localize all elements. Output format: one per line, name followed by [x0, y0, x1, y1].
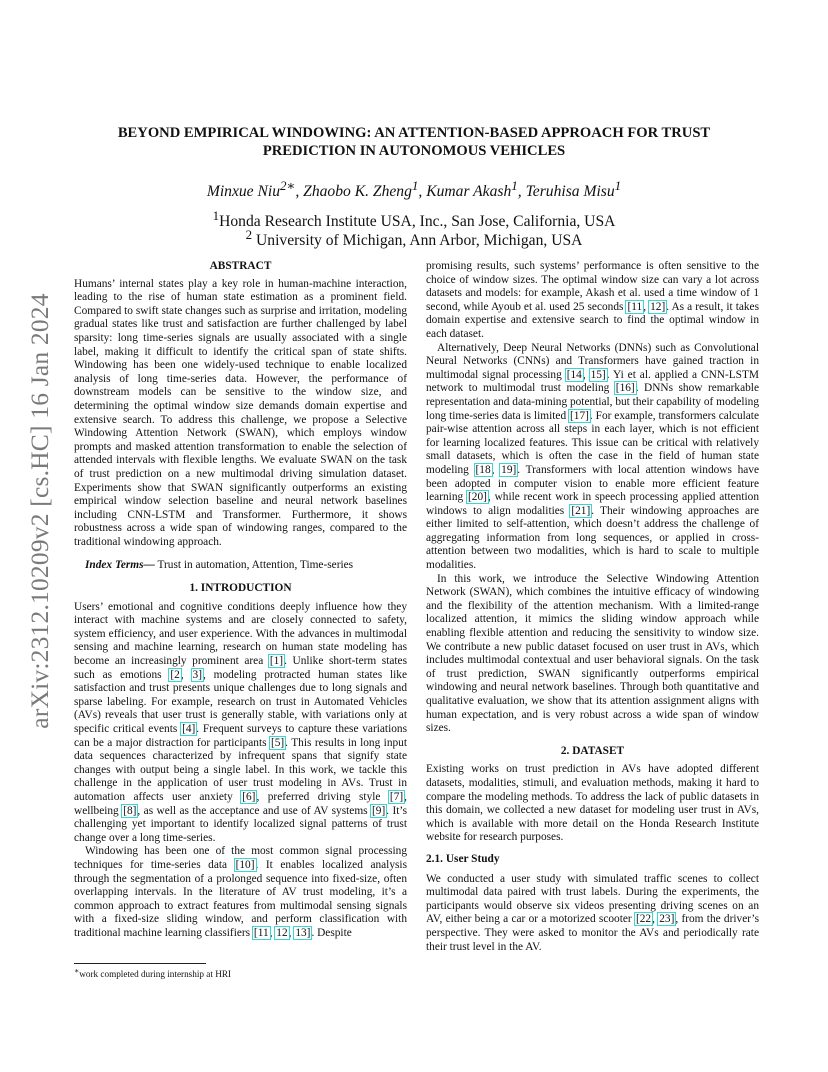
author-superscript: 1 [511, 178, 518, 193]
text-run: , [180, 668, 192, 681]
text-run: Alternatively, Deep Neural Networks (DNNs) such as Convolutional Neural Networks (CNNs) and Transformers have gained traction in multimodal signal processing [426, 341, 759, 381]
text-run: , as well as the acceptance and use of AV systems [137, 804, 371, 817]
right-paragraph-1 [426, 260, 759, 342]
citation-link[interactable]: [10] [235, 858, 255, 871]
text-run: . Their windowing approaches are either limited to self-attention, which doesn’t address the challenge of aggregating information from long sequences, or applied in cross-attention between two modalities, which is hard to scale to multiple modalities. [426, 504, 759, 572]
citation-link[interactable]: [7] [389, 790, 404, 803]
text-run: . For example, transformers calculate pair-wise attention across all steps in each layer, which is not efficient for learning localized features. This issue can be critical with relatively small datasets, which is often the case in the field of human state modeling [426, 409, 759, 476]
citation-link[interactable]: [21] [571, 504, 591, 517]
text-run: Users’ emotional and cognitive conditions deeply influence how they interact with machine systems and are closely connected to safety, system efficiency, and user experience. With the advances in multimodal sensing and machine learning, research on human state modeling has become an increasingly prominent area [74, 600, 407, 668]
citation-link[interactable]: 23] [659, 913, 675, 926]
right-paragraph-3: In this work, we introduce the Selective Windowing Attention Network (SWAN), which combines the intuitive efficacy of windowing and the flexibility of the attention mechanism. With a limited-range localized attention, it mimics the sliding window approach while enabling flexible attention and reducing the sensitivity to window size. We contribute a new public dataset focused on user trust in AVs, which includes multimodal contextual and user behavioral signals. On the task of trust prediction, SWAN significantly outperforms empirical windowing and neural network baselines. Through both quantitative and qualitative evaluation, we show that its attention assignment aligns with human expectation, and is very robust across a wide span of window sizes. [426, 572, 759, 735]
citation-link[interactable]: [16] [615, 382, 635, 395]
abstract-text: Humans’ internal states play a key role in human-machine interaction, leading to the rise of human state estimation as a prominent field. Compared to swift state changes such as surprise and irritation, modeling gradual states like trust and satisfaction are further challenged by label sparsity: long time-series signals are usually associated with a single label, making it difficult to identify the critical span of state shifts. Windowing has been one widely-used technique to enable localized analysis of long time-series data. However, the performance of downstream models can be sensitive to the window size, and determining the optimal window size demands domain expertise and extensive search. To address this challenge, we propose a Selective Windowing Attention Network (SWAN), which employs window prompts and masked attention transformation to enable the selection of attended intervals with flexible lengths. We evaluate SWAN on the task of trust prediction on a new multimodal driving simulation dataset. Experiments show that SWAN significantly outperforms an existing empirical window selection baseline and neural network baselines including CNN-LSTM and Transformer. Furthermore, it shows robustness across a wide span of windowing ranges, compared to the traditional windowing approach. [74, 277, 407, 548]
citation-link[interactable]: [5] [270, 736, 285, 749]
citation-link[interactable]: [1] [269, 655, 284, 668]
left-column [74, 260, 407, 941]
footnote-text: work completed during internship at HRI [79, 969, 232, 980]
text-run: . Unlike short-term states such as emotions [74, 655, 407, 681]
section-1-heading: 1. INTRODUCTION [189, 582, 292, 595]
citation-link[interactable]: [9] [372, 804, 386, 817]
citation-link[interactable]: [20] [468, 491, 487, 504]
citation-link[interactable]: [4] [182, 723, 196, 735]
index-terms [74, 559, 407, 573]
text-run: , [491, 463, 501, 476]
text-run: , [643, 300, 650, 313]
author-superscript: 1 [614, 178, 622, 193]
citation-link[interactable]: [14 [566, 368, 582, 381]
text-run: . Frequent surveys to capture these variations can be a major distraction for participants [74, 723, 407, 749]
affiliation-text: University of Michigan, Ann Arbor, Michigan, USA [252, 232, 583, 250]
citation-link[interactable]: [11 [253, 926, 269, 939]
subsection-2-1-heading: 2.1. User Study [426, 852, 500, 865]
text-run: promising results, such systems’ performance is often sensitive to the choice of window sizes. The optimal window size can vary a lot across datasets and models: for example, Akash et al. used a time window of 1 second, while Ayoub et al. used 25 seconds [426, 260, 759, 313]
title-line-2: PREDICTION IN AUTONOMOUS VEHICLES [262, 143, 566, 159]
text-run: . As a result, it takes domain expertise and extensive search to find the optimal window in each dataset. [426, 300, 760, 340]
author-name: Zhaobo K. Zheng [303, 183, 412, 201]
text-run: , [582, 368, 590, 381]
arxiv-identifier: arXiv:2312.10209v2 [cs.HC] 16 Jan 2024 [25, 293, 54, 729]
author-name: Teruhisa Misu [525, 183, 615, 201]
text-run: , from the driver’s perspective. They were asked to monitor the AVs and periodically rate their trust level in the AV. [426, 913, 760, 953]
citation-link[interactable]: [18 [475, 463, 491, 476]
text-run: . Transformers with local attention windows have been adopted in computer vision to enable more efficient feature learning [426, 463, 759, 504]
index-terms-text: Trust in automation, Attention, Time-series [154, 559, 354, 572]
right-paragraph-2 [426, 342, 759, 573]
author-name: Kumar Akash [426, 183, 512, 201]
citation-link[interactable]: [8] [123, 804, 137, 817]
text-run: We conducted a user study with simulated traffic scenes to collect multimodal data paired with trust labels. During the experiments, the participants would observe six videos presenting driving scenes on an AV, either being a car or a motorized scooter [426, 872, 759, 926]
text-run: . DNNs show remarkable representation and data-mining potential, but their capability of modeling long time-series data is limited [426, 382, 759, 422]
author-list: Minxue Niu$^{2∗}$, Zhaobo K. Zheng$^1$, Kumar Akash$^1$, Teruhisa Misu$^1$ [206, 178, 622, 201]
text-run: , [652, 913, 659, 926]
citation-link[interactable]: 12 [276, 926, 288, 939]
text-run: . It’s challenging yet important to identify localized signal patterns of trust change over a long time-series. [74, 804, 407, 844]
paper-title [74, 124, 754, 160]
text-run: , modeling protracted human states like satisfaction and trust presents unique challenges due to long signals and sparse labeling. For example, research on trust in Automated Vehicles (AVs) reveals that user trust is generally stable, with variations only at specific critical events [74, 668, 407, 735]
author-superscript: 2∗ [280, 178, 296, 193]
citation-link[interactable]: 3] [192, 668, 202, 681]
text-run: . Yi et al. applied a CNN-LSTM network to multimodal trust modeling [426, 368, 759, 395]
dataset-paragraph: Existing works on trust prediction in AVs have adopted different datasets, modalities, stimuli, and evaluation methods, making it hard to compare the modeling methods. To address the lack of public datasets in this domain, we collected a new dataset for modeling user trust in AVs, which is available with more detail on the Honda Research Institute website for research purposes. [426, 763, 759, 844]
citation-link[interactable]: [6] [242, 790, 256, 803]
affiliation-text: Honda Research Institute USA, Inc., San Jose, California, USA [219, 213, 616, 231]
text-run: , while recent work in speech processing applied attention windows to align modalities [426, 491, 759, 517]
footnote [74, 966, 407, 979]
intro-paragraph-1 [74, 601, 407, 846]
title-line-1: BEYOND EMPIRICAL WINDOWING: AN ATTENTION-BASED APPROACH FOR TRUST [117, 125, 711, 141]
author-superscript: 1 [411, 178, 419, 193]
intro-paragraph-2 [74, 845, 407, 940]
text-run: Windowing has been one of the most common signal processing techniques for time-series data [74, 845, 407, 871]
arxiv-sidebar [20, 286, 60, 736]
text-run: , [288, 926, 295, 939]
text-run: , [269, 926, 276, 939]
text-run: . This results in long input data sequences characterized by infrequent spans that signify state changes with output being a single label. In this work, we tackle this challenge in the application of user trust modeling in AVs. Trust in automation affects user anxiety [74, 736, 408, 803]
section-2-heading: 2. DATASET [560, 744, 625, 757]
citation-link[interactable]: [17] [570, 409, 589, 422]
affiliation-superscript: 1 [212, 208, 220, 223]
text-run: . It enables localized analysis through the segmentation of a prolonged sequence into fixed-size, often overlapping intervals. In the literature of AV trust modeling, it’s a common approach to extract features from multimodal sensing signals with a fixed-size sliding window, and perform classification with traditional machine learning classifiers [74, 858, 407, 939]
user-study-paragraph [426, 873, 759, 955]
citation-link[interactable]: 15] [590, 368, 606, 381]
author-name: Minxue Niu [206, 183, 281, 201]
abstract-heading: ABSTRACT [209, 260, 272, 272]
text-run: . Despite [311, 926, 352, 939]
right-column [426, 260, 759, 954]
footnote-marker: ∗ [74, 966, 80, 975]
index-terms-label: Index Terms— [85, 559, 155, 572]
footnote-rule [74, 963, 206, 964]
affiliation-2 [74, 227, 754, 250]
citation-link[interactable]: 12] [650, 300, 666, 313]
citation-link[interactable]: 13] [295, 926, 311, 939]
text-run: , wellbeing [74, 790, 407, 817]
text-run: , preferred driving style [256, 790, 389, 803]
citation-link[interactable]: [2 [170, 668, 180, 681]
affiliation-superscript: 2 [245, 227, 253, 242]
citation-link[interactable]: [22 [635, 913, 652, 926]
citation-link[interactable]: [11 [627, 300, 643, 313]
citation-link[interactable]: 19] [501, 463, 517, 476]
